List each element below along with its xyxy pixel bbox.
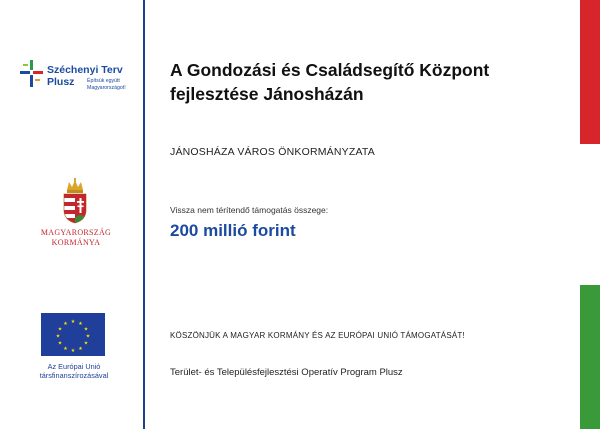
szechenyi-tagline (87, 78, 143, 91)
vertical-divider (143, 0, 145, 429)
amount-label: Vissza nem térítendő támogatás összege: (170, 205, 329, 215)
program-name: Terület- és Településfejlesztési Operatív Program Plusz (170, 367, 403, 378)
eu-line2: társfinanszírozásával (39, 371, 109, 380)
szechenyi-terv-logo (20, 60, 140, 116)
szechenyi-tagline-2: Magyarországot! (87, 84, 126, 91)
beneficiary: JÁNOSHÁZA VÁROS ÖNKORMÁNYZATA (170, 146, 375, 158)
government-line2: KORMÁNYA (51, 238, 101, 247)
svg-text:★: ★ (85, 333, 91, 340)
szechenyi-plusz: Plusz (47, 76, 75, 88)
svg-text:★: ★ (70, 348, 76, 354)
svg-text:★: ★ (57, 326, 63, 333)
government-logo (33, 178, 123, 258)
svg-text:★: ★ (78, 321, 83, 327)
eu-line1: Az Európai Unió (47, 362, 101, 371)
szechenyi-cross-icon (20, 60, 44, 88)
thanks-message: KÖSZÖNJÜK A MAGYAR KORMÁNY ÉS AZ EURÓPAI UNIÓ TÁMOGATÁSÁT! (170, 331, 465, 340)
eu-flag-icon (41, 313, 105, 356)
svg-text:★: ★ (57, 340, 63, 347)
svg-text:★: ★ (70, 319, 76, 325)
logo-sidebar (0, 0, 143, 429)
hungarian-coat-of-arms-icon (59, 178, 91, 224)
svg-text:★: ★ (78, 346, 83, 352)
government-line1: MAGYARORSZÁG (40, 228, 112, 237)
flag-stripe-red (580, 0, 600, 144)
szechenyi-tagline-1: Építsük együtt (87, 78, 120, 84)
svg-text:★: ★ (63, 346, 68, 352)
szechenyi-title: Széchenyi Terv (47, 64, 123, 76)
svg-text:★: ★ (83, 326, 89, 333)
grant-amount: 200 millió forint (170, 221, 296, 240)
svg-text:★: ★ (63, 321, 68, 327)
flag-stripe-green (580, 285, 600, 429)
svg-text:★: ★ (55, 333, 61, 340)
svg-text:★: ★ (83, 340, 89, 347)
project-title: A Gondozási és Családsegítő Központ fejlesztése Jánosházán (170, 60, 490, 104)
